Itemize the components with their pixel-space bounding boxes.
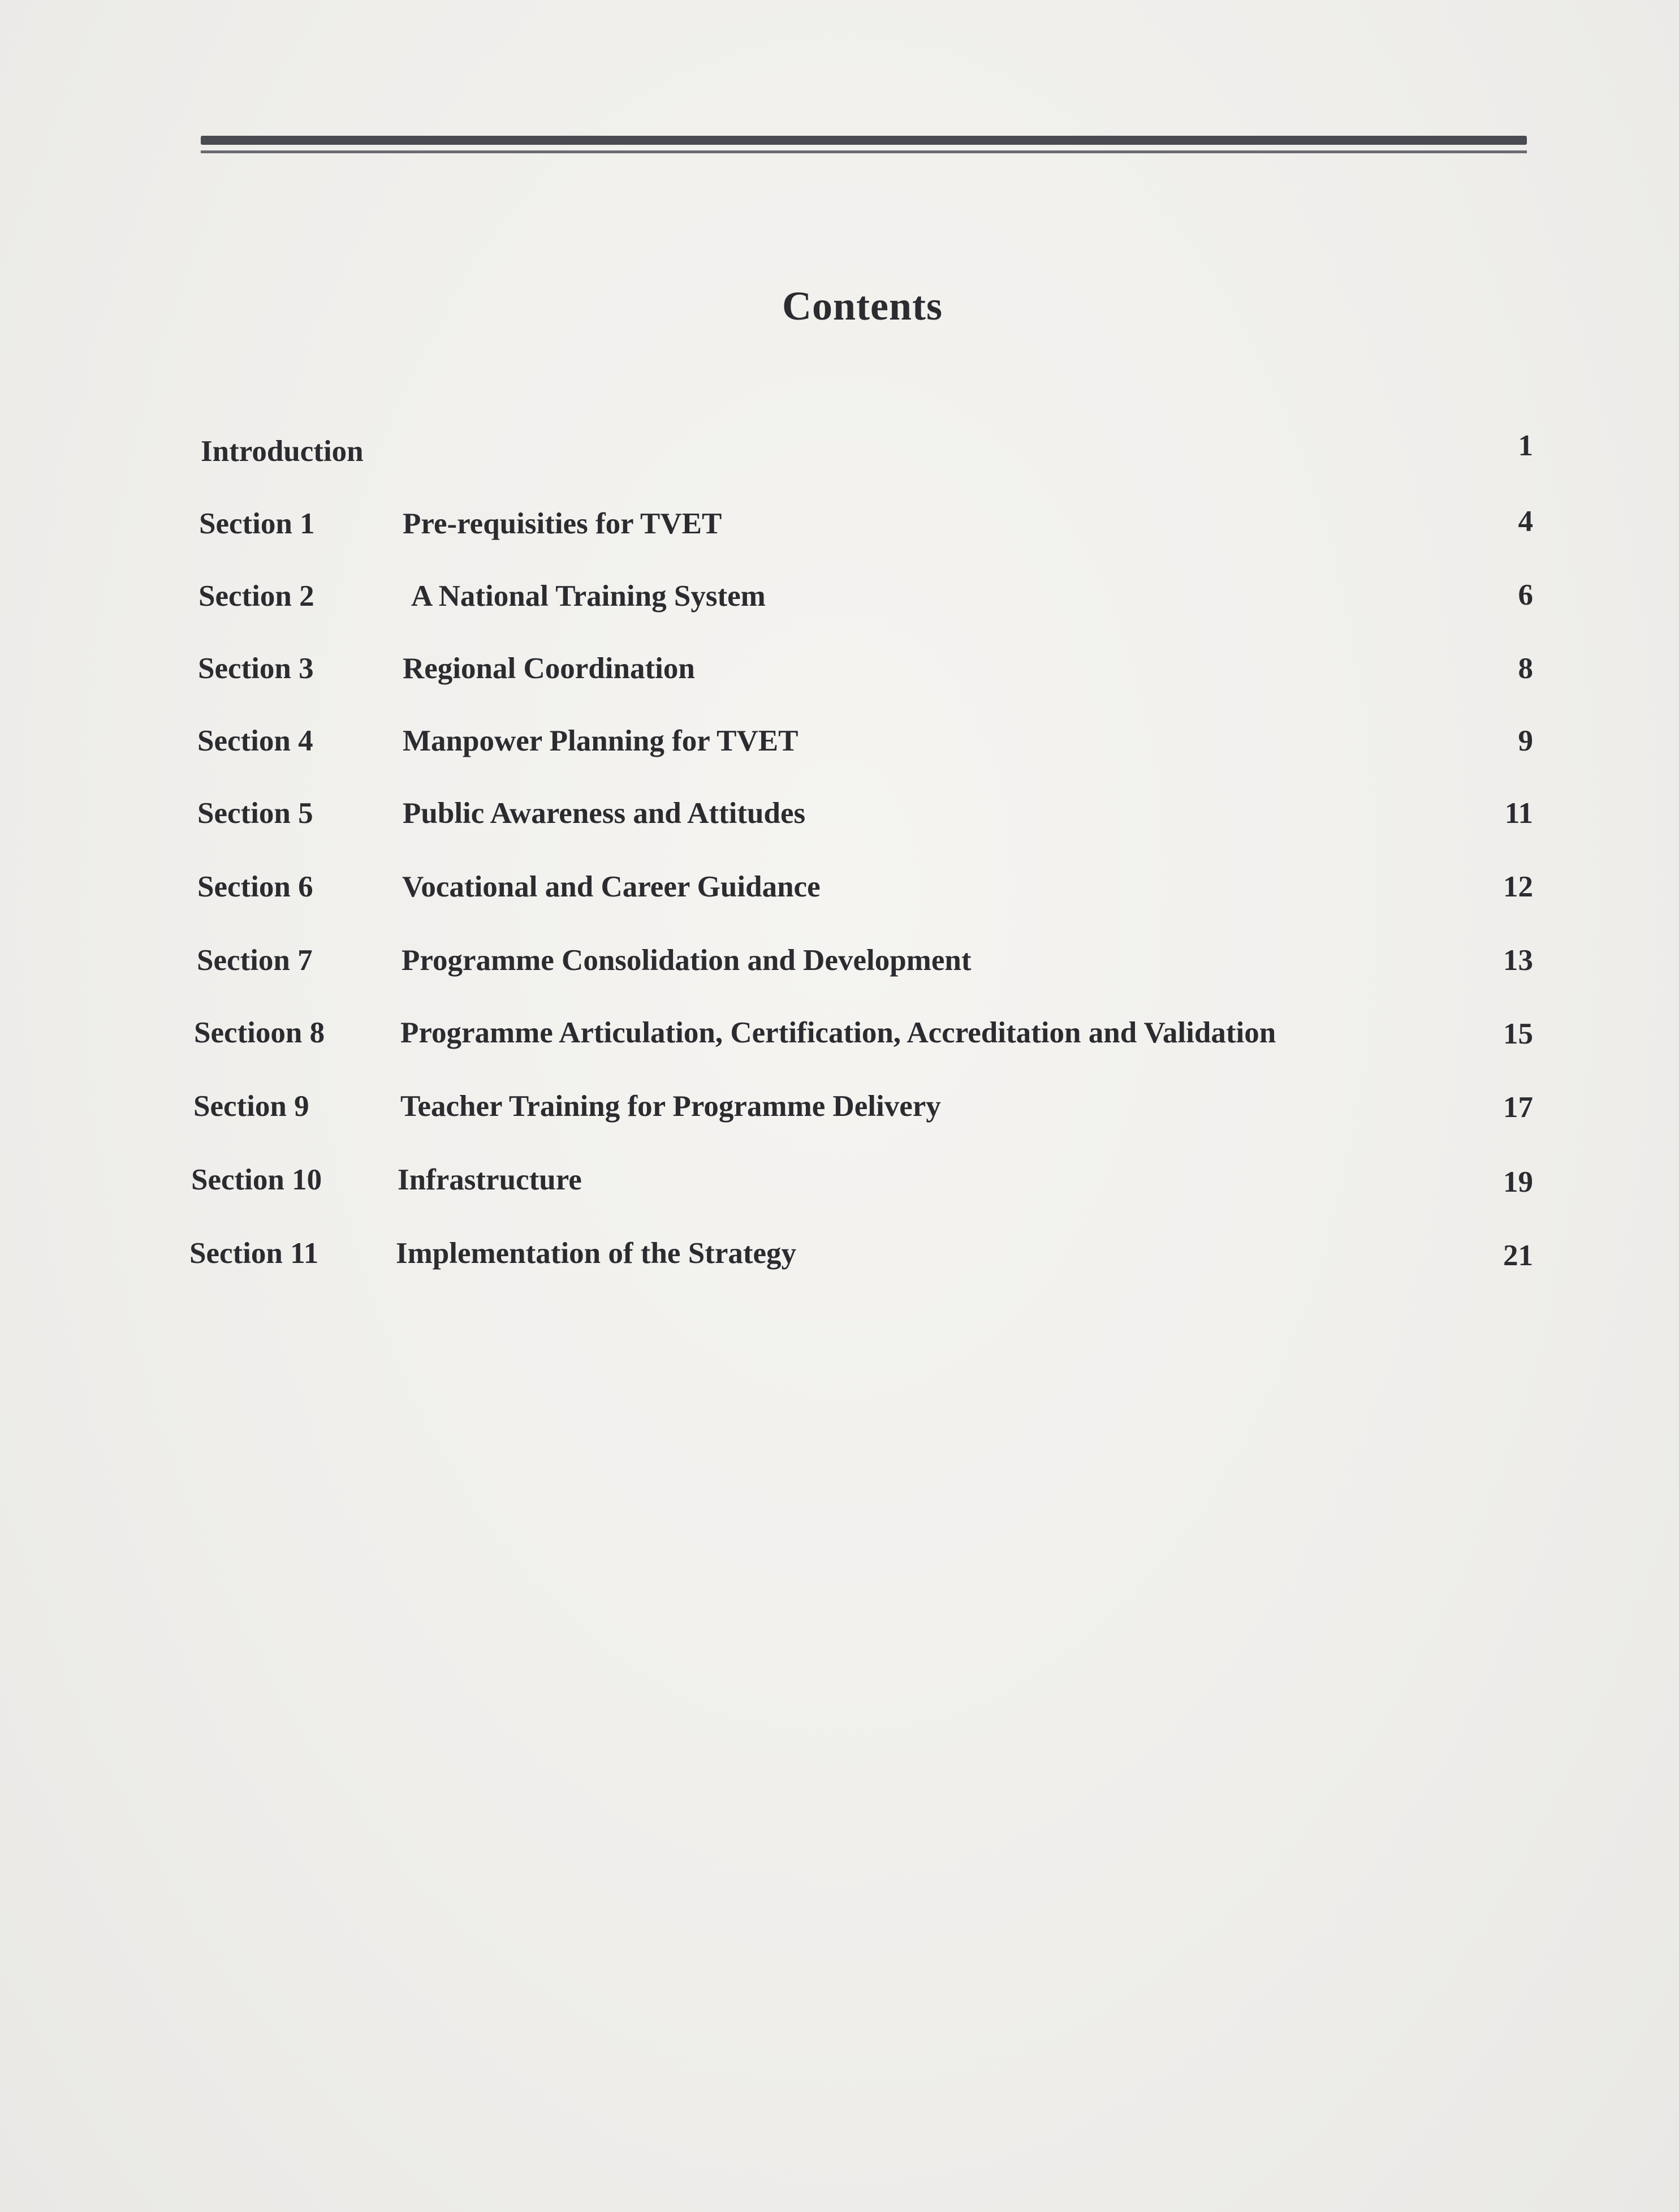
toc-page-number: 1 — [1518, 429, 1533, 462]
toc-page-number: 17 — [1503, 1091, 1533, 1124]
toc-section-label: Section 7 — [197, 944, 313, 977]
toc-page-number: 19 — [1503, 1166, 1533, 1198]
toc-row-section-9 — [0, 1089, 1679, 1135]
toc-section-label: Section 10 — [191, 1163, 322, 1196]
toc-row-section-6 — [0, 870, 1679, 915]
toc-row-section-3 — [0, 652, 1679, 697]
toc-section-label: Section 1 — [199, 507, 315, 540]
toc-page-number: 12 — [1503, 870, 1533, 903]
toc-section-label: Introduction — [201, 435, 364, 468]
toc-section-label: Sectioon 8 — [194, 1016, 325, 1049]
toc-entry-title: Manpower Planning for TVET — [403, 725, 799, 757]
toc-page-number: 21 — [1503, 1239, 1533, 1272]
toc-row-section-8 — [0, 1016, 1679, 1061]
toc-row-section-10 — [0, 1163, 1679, 1208]
toc-entry-title: Pre-requisities for TVET — [403, 507, 722, 540]
toc-page-number: 8 — [1518, 652, 1533, 685]
toc-section-label: Section 9 — [193, 1090, 309, 1123]
toc-section-label: Section 3 — [198, 652, 314, 685]
toc-section-label: Section 6 — [197, 870, 313, 903]
toc-section-label: Section 2 — [198, 580, 314, 613]
toc-section-label: Section 5 — [197, 797, 313, 830]
toc-row-section-5 — [0, 796, 1679, 842]
toc-section-label: Section 4 — [197, 725, 313, 757]
toc-section-label: Section 11 — [189, 1237, 319, 1270]
toc-entry-title: Regional Coordination — [403, 652, 695, 685]
toc-page-number: 15 — [1503, 1017, 1533, 1050]
toc-page-number: 4 — [1518, 505, 1533, 538]
toc-entry-title: Programme Consolidation and Development — [402, 944, 972, 977]
page-title: Contents — [782, 283, 943, 329]
toc-row-section-7 — [0, 943, 1679, 989]
toc-page-number: 13 — [1503, 944, 1533, 977]
toc-entry-title: Vocational and Career Guidance — [402, 870, 821, 903]
toc-page-number: 9 — [1518, 725, 1533, 757]
toc-row-section-11 — [0, 1236, 1679, 1282]
toc-entry-title: Implementation of the Strategy — [396, 1237, 797, 1270]
toc-entry-title: A National Training System — [411, 580, 766, 613]
toc-row-introduction — [0, 429, 1679, 480]
toc-page-number: 6 — [1518, 579, 1533, 611]
toc-entry-title: Public Awareness and Attitudes — [403, 797, 806, 830]
toc-page-number: 11 — [1504, 797, 1533, 830]
toc-entry-title: Infrastructure — [398, 1163, 582, 1196]
toc-entry-title: Programme Articulation, Certification, Accreditation and Validation — [400, 1016, 1276, 1049]
toc-row-section-1 — [0, 507, 1679, 552]
toc-row-section-4 — [0, 724, 1679, 769]
toc-row-section-2 — [0, 579, 1679, 624]
toc-entry-title: Teacher Training for Programme Delivery — [400, 1090, 941, 1123]
